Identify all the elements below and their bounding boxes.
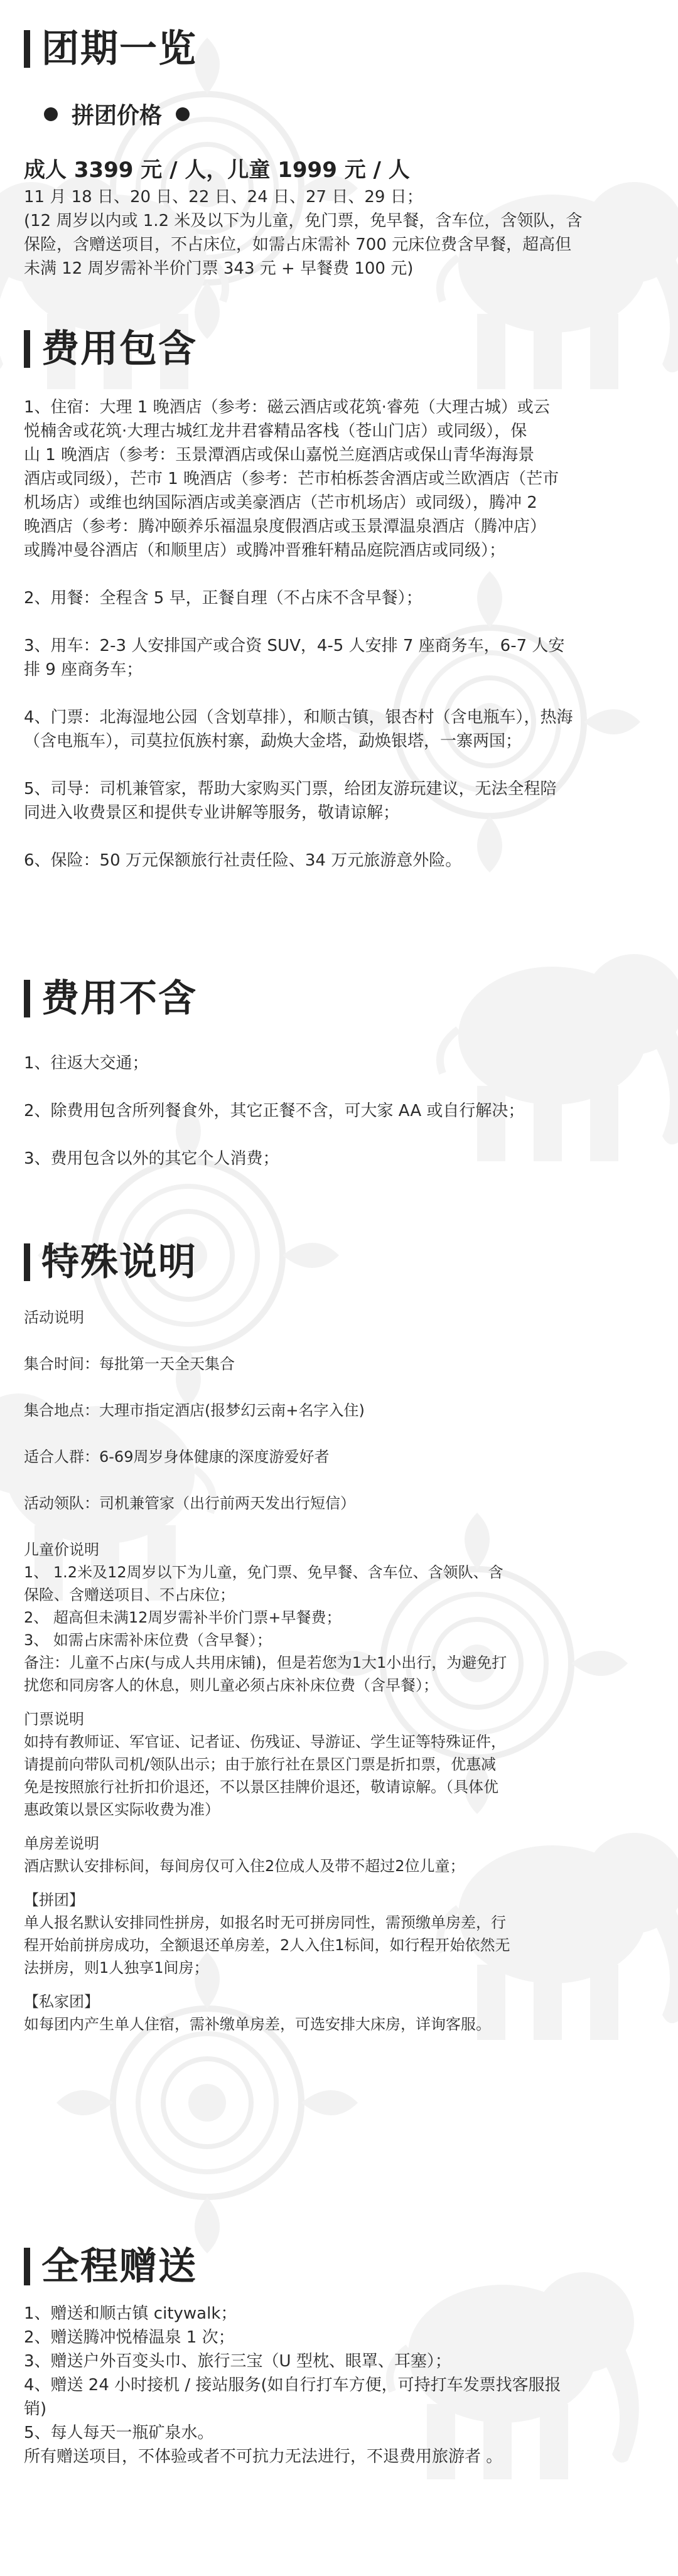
note-line: 免是按照旅行社折扣价退还，不以景区挂牌价退还，敬请谅解。（具体优 xyxy=(24,1778,498,1796)
gift-line: 销) xyxy=(24,2400,47,2418)
gift-line: 4、赠送 24 小时接机 / 接站服务(如自行打车方便，可持打车发票找客服报 xyxy=(24,2376,561,2395)
note-line: 集合时间：每批第一天全天集合 xyxy=(24,1355,235,1373)
heading-bar xyxy=(24,1243,30,1281)
note-line: 请提前向带队司机/领队出示；由于旅行社在景区门票是折扣票，优惠减 xyxy=(24,1756,497,1773)
heading-bar xyxy=(24,2248,30,2285)
note-line: 2、 超高但未满12周岁需补半价门票+早餐费； xyxy=(24,1609,342,1626)
included-line: 4、门票：北海湿地公园（含划草排），和顺古镇，银杏村（含电瓶车），热海 xyxy=(24,708,573,727)
special-notes-title: 特殊说明 xyxy=(41,1240,197,1284)
included-list xyxy=(24,395,654,872)
excluded-line: 1、往返大交通； xyxy=(24,1054,149,1073)
note-line: 【拼团】 xyxy=(24,1891,84,1909)
note-line: 如持有教师证、军官证、记者证、伤残证、导游证、学生证等特殊证件， xyxy=(24,1733,506,1751)
schedule-line: 11 月 18 日、20 日、22 日、24 日、27 日、29 日； xyxy=(24,188,423,207)
note-line: 集合地点：大理市指定酒店(报梦幻云南+名字入住) xyxy=(24,1402,365,1419)
included-line: 悦楠舍或花筑·大理古城红龙井君睿精品客栈（苍山门店）或同级），保 xyxy=(24,422,527,441)
gifts-title: 全程赠送 xyxy=(41,2245,197,2289)
note-line: 保险、含赠送项目、不占床位； xyxy=(24,1586,235,1604)
schedule-line: 未满 12 周岁需补半价门票 343 元 + 早餐费 100 元) xyxy=(24,259,414,278)
included-line: （含电瓶车），司莫拉佤族村寨，勐焕大金塔，勐焕银塔，一寨两国； xyxy=(24,732,522,751)
note-line: 活动说明 xyxy=(24,1309,84,1326)
included-title: 费用包含 xyxy=(41,327,197,371)
schedule-section xyxy=(24,26,654,281)
included-line: 晚酒店（参考：腾冲颐养乐福温泉度假酒店或玉景潭温泉酒店（腾冲店） xyxy=(24,517,547,536)
note-line: 儿童价说明 xyxy=(24,1541,99,1559)
included-line: 机场店）或维也纳国际酒店或美豪酒店（芒市机场店）或同级），腾冲 2 xyxy=(24,493,537,512)
special-notes-list xyxy=(24,1306,654,2036)
schedule-title: 团期一览 xyxy=(41,27,197,71)
included-line: 6、保险：50 万元保额旅行社责任险、34 万元旅游意外险。 xyxy=(24,851,462,870)
note-line: 备注：儿童不占床(与成人共用床铺)，但是若您为1大1小出行，为避免打 xyxy=(24,1654,507,1672)
gifts-section xyxy=(24,2244,654,2469)
price-header xyxy=(44,98,654,130)
note-line: 1、 1.2米及12周岁以下为儿童，免门票、免早餐、含车位、含领队、含 xyxy=(24,1564,503,1581)
gift-line: 3、赠送户外百变头巾、旅行三宝（U 型枕、眼罩、耳塞）； xyxy=(24,2352,451,2371)
bullet-dot-icon xyxy=(176,107,190,121)
heading-bar xyxy=(24,30,30,68)
note-line: 活动领队：司机兼管家（出行前两天发出行短信） xyxy=(24,1495,355,1512)
included-line: 2、用餐：全程含 5 早，正餐自理（不占床不含早餐）； xyxy=(24,589,422,608)
bullet-dot-icon xyxy=(44,107,58,121)
gift-line: 所有赠送项目，不体验或者不可抗力无法进行，不退费用旅游者 。 xyxy=(24,2447,503,2466)
gift-line: 5、每人每天一瓶矿泉水。 xyxy=(24,2423,214,2442)
special-notes-heading xyxy=(24,1240,654,1285)
included-line: 排 9 座商务车； xyxy=(24,660,143,679)
excluded-line: 3、费用包含以外的其它个人消费； xyxy=(24,1149,279,1168)
included-line: 酒店或同级），芒市 1 晚酒店（参考：芒市柏栎荟舍酒店或兰欧酒店（芒市 xyxy=(24,470,559,488)
excluded-section xyxy=(24,976,654,1171)
gift-line: 2、赠送腾冲悦椿温泉 1 次； xyxy=(24,2328,235,2347)
included-line: 1、住宿：大理 1 晚酒店（参考：磁云酒店或花筑·睿苑（大理古城）或云 xyxy=(24,398,550,417)
note-line: 单房差说明 xyxy=(24,1835,99,1852)
note-line: 适合人群：6-69周岁身体健康的深度游爱好者 xyxy=(24,1448,330,1466)
included-section xyxy=(24,326,654,872)
price-main: 成人 3399 元 / 人，儿童 1999 元 / 人 xyxy=(24,158,410,183)
gifts-heading xyxy=(24,2244,654,2289)
excluded-title: 费用不含 xyxy=(41,977,197,1021)
note-line: 如每团内产生单人住宿，需补缴单房差，可选安排大床房，详询客服。 xyxy=(24,2015,491,2033)
excluded-heading xyxy=(24,976,654,1021)
gift-line: 1、赠送和顺古镇 citywalk； xyxy=(24,2304,237,2323)
included-heading xyxy=(24,326,654,372)
note-line: 单人报名默认安排同性拼房，如报名时无可拼房同性，需预缴单房差，行 xyxy=(24,1914,506,1931)
schedule-dates xyxy=(24,185,654,281)
note-line: 惠政策以景区实际收费为准） xyxy=(24,1801,220,1818)
included-line: 山 1 晚酒店（参考：玉景潭酒店或保山嘉悦兰庭酒店或保山青华海海景 xyxy=(24,446,535,464)
note-line: 3、 如需占床需补床位费（含早餐）； xyxy=(24,1631,272,1649)
note-line: 法拼房，则1人独享1间房； xyxy=(24,1959,209,1977)
excluded-list xyxy=(24,1051,654,1171)
heading-bar xyxy=(24,330,30,368)
note-line: 门票说明 xyxy=(24,1710,84,1728)
schedule-heading xyxy=(24,26,654,72)
note-line: 扰您和同房客人的休息，则儿童必须占床补床位费（含早餐）； xyxy=(24,1677,438,1694)
special-notes-section xyxy=(24,1240,654,2036)
note-line: 程开始前拼房成功，全额退还单房差，2人入住1标间，如行程开始依然无 xyxy=(24,1936,510,1954)
included-line: 或腾冲曼谷酒店（和顺里店）或腾冲晋雅轩精品庭院酒店或同级）； xyxy=(24,541,506,560)
note-line: 【私家团】 xyxy=(24,1993,99,2010)
excluded-line: 2、除费用包含所列餐食外，其它正餐不含，可大家 AA 或自行解决； xyxy=(24,1102,525,1120)
schedule-line: (12 周岁以内或 1.2 米及以下为儿童，免门票，免早餐，含车位，含领队，含 xyxy=(24,212,583,230)
included-line: 5、司导：司机兼管家，帮助大家购买门票，给团友游玩建议，无法全程陪 xyxy=(24,780,557,798)
price-header-label: 拼团价格 xyxy=(72,103,163,129)
heading-bar xyxy=(24,980,30,1017)
note-line: 酒店默认安排标间，每间房仅可入住2位成人及带不超过2位儿童； xyxy=(24,1857,465,1875)
included-line: 3、用车：2-3 人安排国产或合资 SUV，4-5 人安排 7 座商务车，6-7 人安 xyxy=(24,636,565,655)
schedule-line: 保险，含赠送项目，不占床位，如需占床需补 700 元床位费含早餐，超高但 xyxy=(24,235,572,254)
gifts-list xyxy=(24,2302,654,2469)
included-line: 同进入收费景区和提供专业讲解等服务，敬请谅解； xyxy=(24,803,400,822)
